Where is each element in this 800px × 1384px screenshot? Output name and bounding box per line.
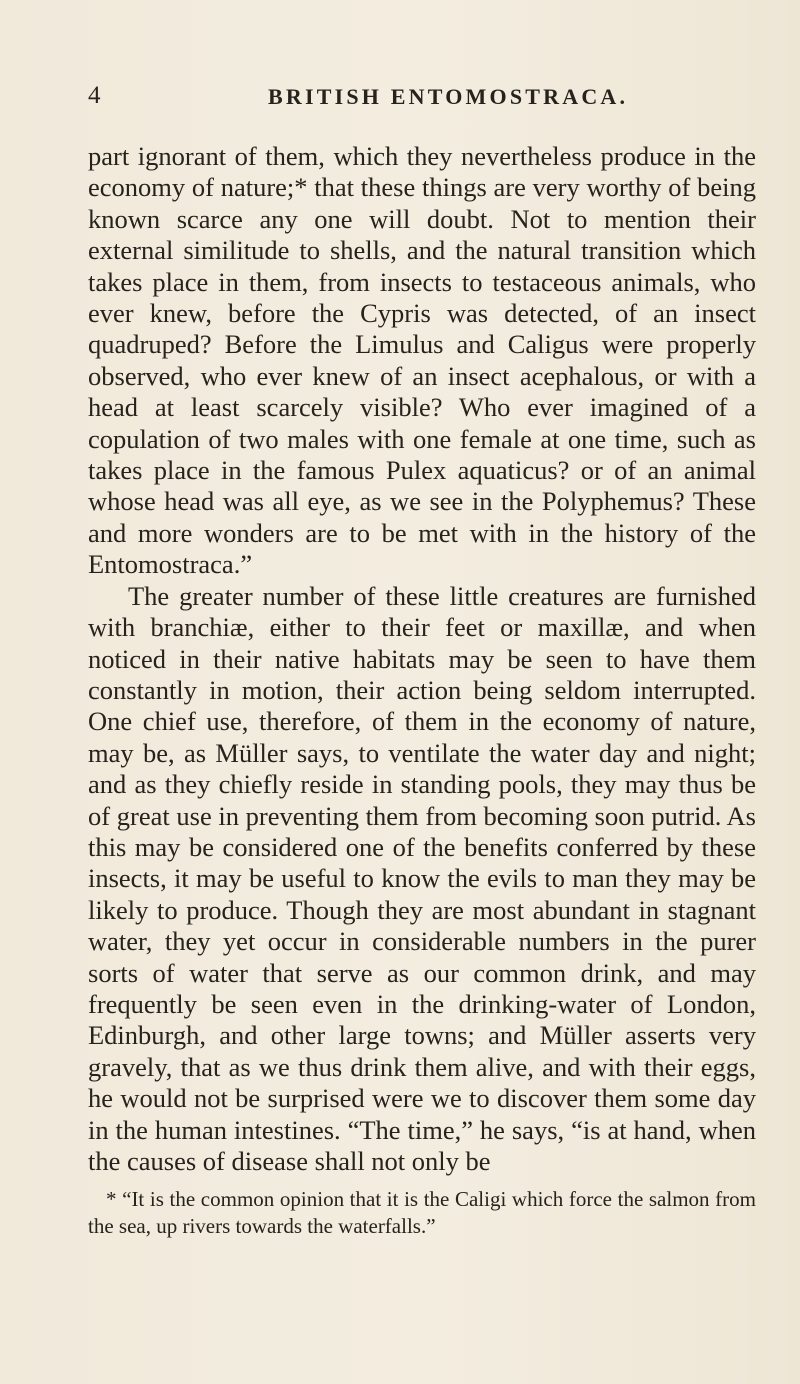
footnote-text: * “It is the common opinion that it is the Caligi which force the salmon from the sea, up rivers towards the waterfalls.” <box>88 1187 756 1238</box>
paragraph-1: part ignorant of them, which they nevertheless produce in the economy of nature;* that these things are very worthy of being known scarce any one will doubt. Not to mention their external similitude to shells, and the natural transition which takes place in them, from insects to testaceous animals, who ever knew, before the Cypris was detected, of an insect quadruped? Before the Limulus and Caligus were properly observed, who ever knew of an insect acephalous, or with a head at least scarcely visible? Who ever imagined of a copulation of two males with one female at one time, such as takes place in the famous Pulex aquaticus? or of an animal whose head was all eye, as we see in the Polyphemus? These and more wonders are to be met with in the history of the Entomostraca.” <box>88 141 756 580</box>
running-title: BRITISH ENTOMOSTRACA. <box>268 84 629 109</box>
body-text <box>88 141 756 1177</box>
paragraph-2: The greater number of these little creatures are furnished with branchiæ, either to their feet or maxillæ, and when noticed in their native habitats may be seen to have them constantly in motion, their action being seldom interrupted. One chief use, therefore, of them in the economy of nature, may be, as Müller says, to ventilate the water day and night; and as they chiefly reside in standing pools, they may thus be of great use in preventing them from becoming soon putrid. As this may be considered one of the benefits conferred by these insects, it may be useful to know the evils to man they may be likely to produce. Though they are most abundant in stagnant water, they yet occur in considerable numbers in the purer sorts of water that serve as our common drink, and may frequently be seen even in the drinking-water of London, Edinburgh, and other large towns; and Müller asserts very gravely, that as we thus drink them alive, and with their eggs, he would not be surprised were we to discover them some day in the human intestines. “The time,” he says, “is at hand, when the causes of disease shall not only be <box>88 580 756 1176</box>
footnote <box>88 1186 756 1240</box>
page-header <box>88 82 720 112</box>
page-number: 4 <box>88 82 102 109</box>
